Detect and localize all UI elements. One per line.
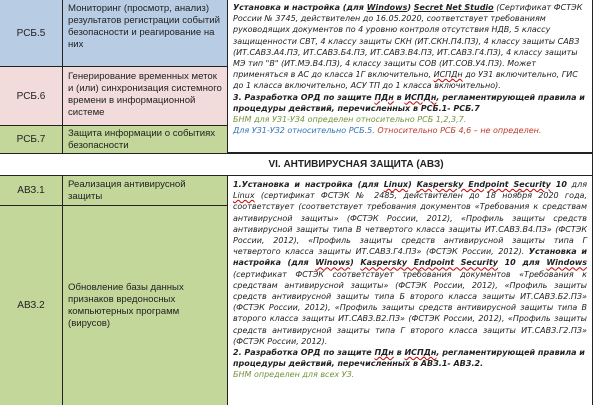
text-fragment: 1.Установка и настройка (для — [233, 180, 384, 189]
windows-term: Windows — [546, 258, 587, 268]
requirement-code: АВЗ.1 — [0, 176, 63, 205]
avz-ord-paragraph — [233, 347, 587, 369]
bnm-note-green: БНМ для УЗ1-УЗ4 определен относительно РСБ 1,2,3,7. — [233, 115, 467, 125]
requirement-code: РСБ.6 — [0, 67, 63, 125]
rsb-ord-paragraph — [233, 92, 587, 114]
avz-install-paragraph — [233, 179, 587, 347]
text-fragment: в — [393, 348, 405, 358]
linux-term: Linux — [383, 180, 409, 189]
pdn-term: ПДн — [374, 92, 394, 102]
text-fragment: ) — [407, 3, 414, 12]
text-fragment: ) — [350, 258, 361, 268]
text-fragment: , регламентирующей правила и процедуры действий, перечисленных в АВЗ.1- АВЗ.2. — [233, 348, 585, 369]
product-name: Kaspersky Endpoint Security — [360, 258, 499, 268]
text-fragment: 2. Разработка ОРД по защите — [233, 348, 375, 358]
windows-term: Windows — [366, 3, 408, 12]
pdn-term: ПДн — [374, 348, 394, 358]
text-fragment: 10 для — [498, 258, 547, 268]
text-fragment: 10 — [550, 180, 567, 189]
install-text: Установка и настройка (для — [233, 3, 367, 12]
requirement-name: Мониторинг (просмотр, анализ) результатов регистрации событий безопасности и реагирование на них — [63, 0, 228, 66]
product-name: Secret Net Studio — [413, 3, 494, 12]
bnm-note-red: Относительно РСБ 4,6 – не определен. — [377, 126, 542, 136]
ispdn-term: ИСПДн — [404, 348, 437, 358]
ispdn-term: ИСПДн — [433, 70, 463, 80]
certificate-text: (сертификат ФСТЭК соответствует требования документов «Требования к средствам антивирусной защиты» (ФСТЭК России, 2012), «Профиль защиты средств антивирусной защиты типа Б второго класса защиты ИТ.САВЗ.Б2.ПЗ» (ФСТЭК России, 2012), «Профиль защиты средств антивирусной защиты типа В второго класса защиты ИТ.САВЗ.В2.ПЗ» (ФСТЭК России, 2012), «Профиль защиты средств антивирусной защиты типа Г второго класса защиты ИТ.САВЗ.Г2.ПЗ» (ФСТЭК России, 2012). — [233, 269, 587, 346]
product-name: Kaspersky Endpoint Security — [416, 180, 551, 189]
section-header-avz — [0, 154, 592, 176]
avz-measures-description — [228, 176, 592, 405]
text-fragment: в — [393, 92, 405, 102]
ispdn-term: ИСПДн — [404, 92, 437, 102]
bnm-note-green: БНМ определен для всех УЗ. — [233, 370, 355, 380]
rsb-measures-description — [228, 0, 592, 153]
text-fragment: 3. Разработка ОРД по защите — [233, 92, 375, 102]
text-fragment: ) — [408, 180, 417, 189]
bnm-note-blue: Для УЗ1-УЗ2 относительно РСБ.5. — [233, 126, 378, 136]
bnm-note-mixed — [233, 125, 587, 136]
requirement-code: РСБ.7 — [0, 126, 63, 153]
text-fragment: Установка и настройка (для — [233, 247, 588, 268]
text-fragment: для — [566, 180, 588, 189]
requirement-code: РСБ.5 — [0, 0, 63, 66]
requirement-name-text: Обновление базы данных признаков вредоносных компьютерных программ (вирусов) — [68, 281, 184, 329]
requirement-name: Реализация антивирусной защиты — [63, 176, 228, 205]
requirement-code: АВЗ.2 — [0, 206, 63, 405]
certificate-tail: до УЗ1 включительно, ГИС до 1 класса включительно, АСУ ТП до 1 класса включительно). — [233, 70, 578, 91]
certificate-text: (Сертификат ФСТЭК России № 3745, действителен до 16.05.2020, соответствует требованиям руководящих документов по 4 уровню контроля отсутствия НДВ, 5 классу защищенности СВТ, 4 классу защиты СКН (ИТ.СКН.П4.ПЗ), 4 классу защиты САВЗ (ИТ.САВЗ.А4.ПЗ, ИТ.САВЗ.Б4.ПЗ, ИТ.САВЗ.В4.ПЗ, ИТ.САВЗ.Г4.ПЗ), 4 классу защиты МЭ тип "В" (ИТ.МЭ.В4.ПЗ), 4 классу защиты СОВ (ИТ.СОВ.У4.ПЗ). Может применяться в АС до класса 1Г включительно, — [233, 3, 583, 80]
section-title: VI. АНТИВИРУСНАЯ ЗАЩИТА (АВЗ) — [268, 159, 444, 170]
requirement-name: Генерирование временных меток и (или) синхронизация системного времени в информационной системе — [63, 67, 228, 125]
text-fragment: , регламентирующей правила и процедуры действий, перечисленных в РСБ.1- РСБ.7 — [233, 92, 585, 113]
rsb-install-paragraph — [233, 2, 587, 92]
requirement-name: Защита информации о событиях безопасности — [63, 126, 228, 153]
requirement-name — [63, 206, 228, 405]
certificate-text: (сертификат ФСТЭК № 2485, действителен до 18 ноября 2020 года, соответствует (соответствует требования документов «Требования к средствам антивирусной защиты» (ФСТЭК России, 2012), «Профиль защиты средств антивирусной защиты типа В четвертого класса защиты ИТ.САВЗ.В4.ПЗ» (ФСТЭК России, 2012), «Профиль защиты средств антивирусной защиты типа Г четвертого класса защиты ИТ.САВЗ.Г4.ПЗ» (ФСТЭК России, 2012). — [233, 191, 587, 257]
linux-term: Linux — [233, 191, 255, 201]
windows-term: Winows — [315, 258, 351, 268]
